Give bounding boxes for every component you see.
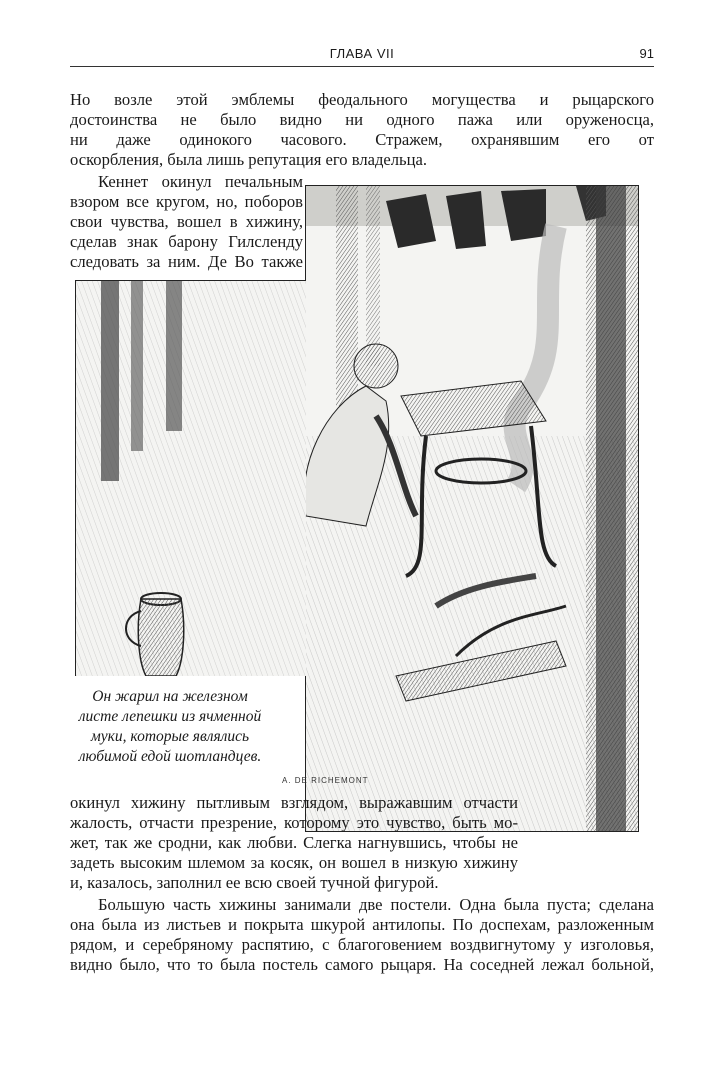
text-line: сделав знак барону Гилсленду <box>70 232 303 251</box>
text-line: ни даже одинокого часового. Стражем, охранявшим его от <box>70 130 654 149</box>
chapter-title: ГЛАВА VII <box>329 46 395 61</box>
engraving-scene <box>306 186 638 831</box>
text-line: задеть высоким шлемом за косяк, он вошел в низкую хижину <box>70 853 518 872</box>
text-line: рядом, и серебряному распятию, с благоговением воздвигнутому у изголовья, <box>70 935 654 954</box>
engraving-illustration <box>305 185 639 832</box>
text-line: Но возле этой эмблемы феодального могущества и рыцарского <box>70 90 654 109</box>
jug-scene <box>76 281 306 676</box>
page-number: 91 <box>639 46 654 61</box>
caption-line: любимой едой шотландцев. <box>78 748 262 765</box>
text-line: окинул хижину пытливым взглядом, выражавшим отчасти <box>70 793 518 812</box>
caption-line: листе лепешки из ячменной <box>78 708 262 725</box>
text-line: Большую часть хижины занимали две постели. Одна была пуста; сделана <box>98 895 654 914</box>
text-line: и, казалось, заполнил ее всю своей тучной фигурой. <box>70 873 439 892</box>
text-line: взором все кругом, но, поборов <box>70 192 303 211</box>
text-line: Кеннет окинул печальным <box>98 172 303 191</box>
artist-signature: A. DE RICHEMONT <box>282 776 369 785</box>
caption-line: Он жарил на железном <box>92 688 248 705</box>
caption-line: муки, которые являлись <box>90 728 250 745</box>
text-line: достоинства не было видно ни одного пажа или оруженосца, <box>70 110 654 129</box>
text-line: жет, так же сродни, как любви. Слегка нагнувшись, чтобы не <box>70 833 518 852</box>
text-line: видно было, что то была постель самого рыцаря. На соседней лежал больной, <box>70 955 654 974</box>
text-line: жалость, отчасти презрение, которому это чувство, быть мо- <box>70 813 518 832</box>
text-line: следовать за ним. Де Во также <box>70 252 303 271</box>
engraving-extension <box>75 280 306 676</box>
text-line: она была из листьев и покрыта шкурой антилопы. По доспехам, разложенным <box>70 915 654 934</box>
illustration-caption <box>75 687 265 767</box>
text-line: оскорбления, была лишь репутация его владельца. <box>70 150 428 169</box>
text-line: свои чувства, вошел в хижину, <box>70 212 303 231</box>
running-header <box>70 44 654 67</box>
